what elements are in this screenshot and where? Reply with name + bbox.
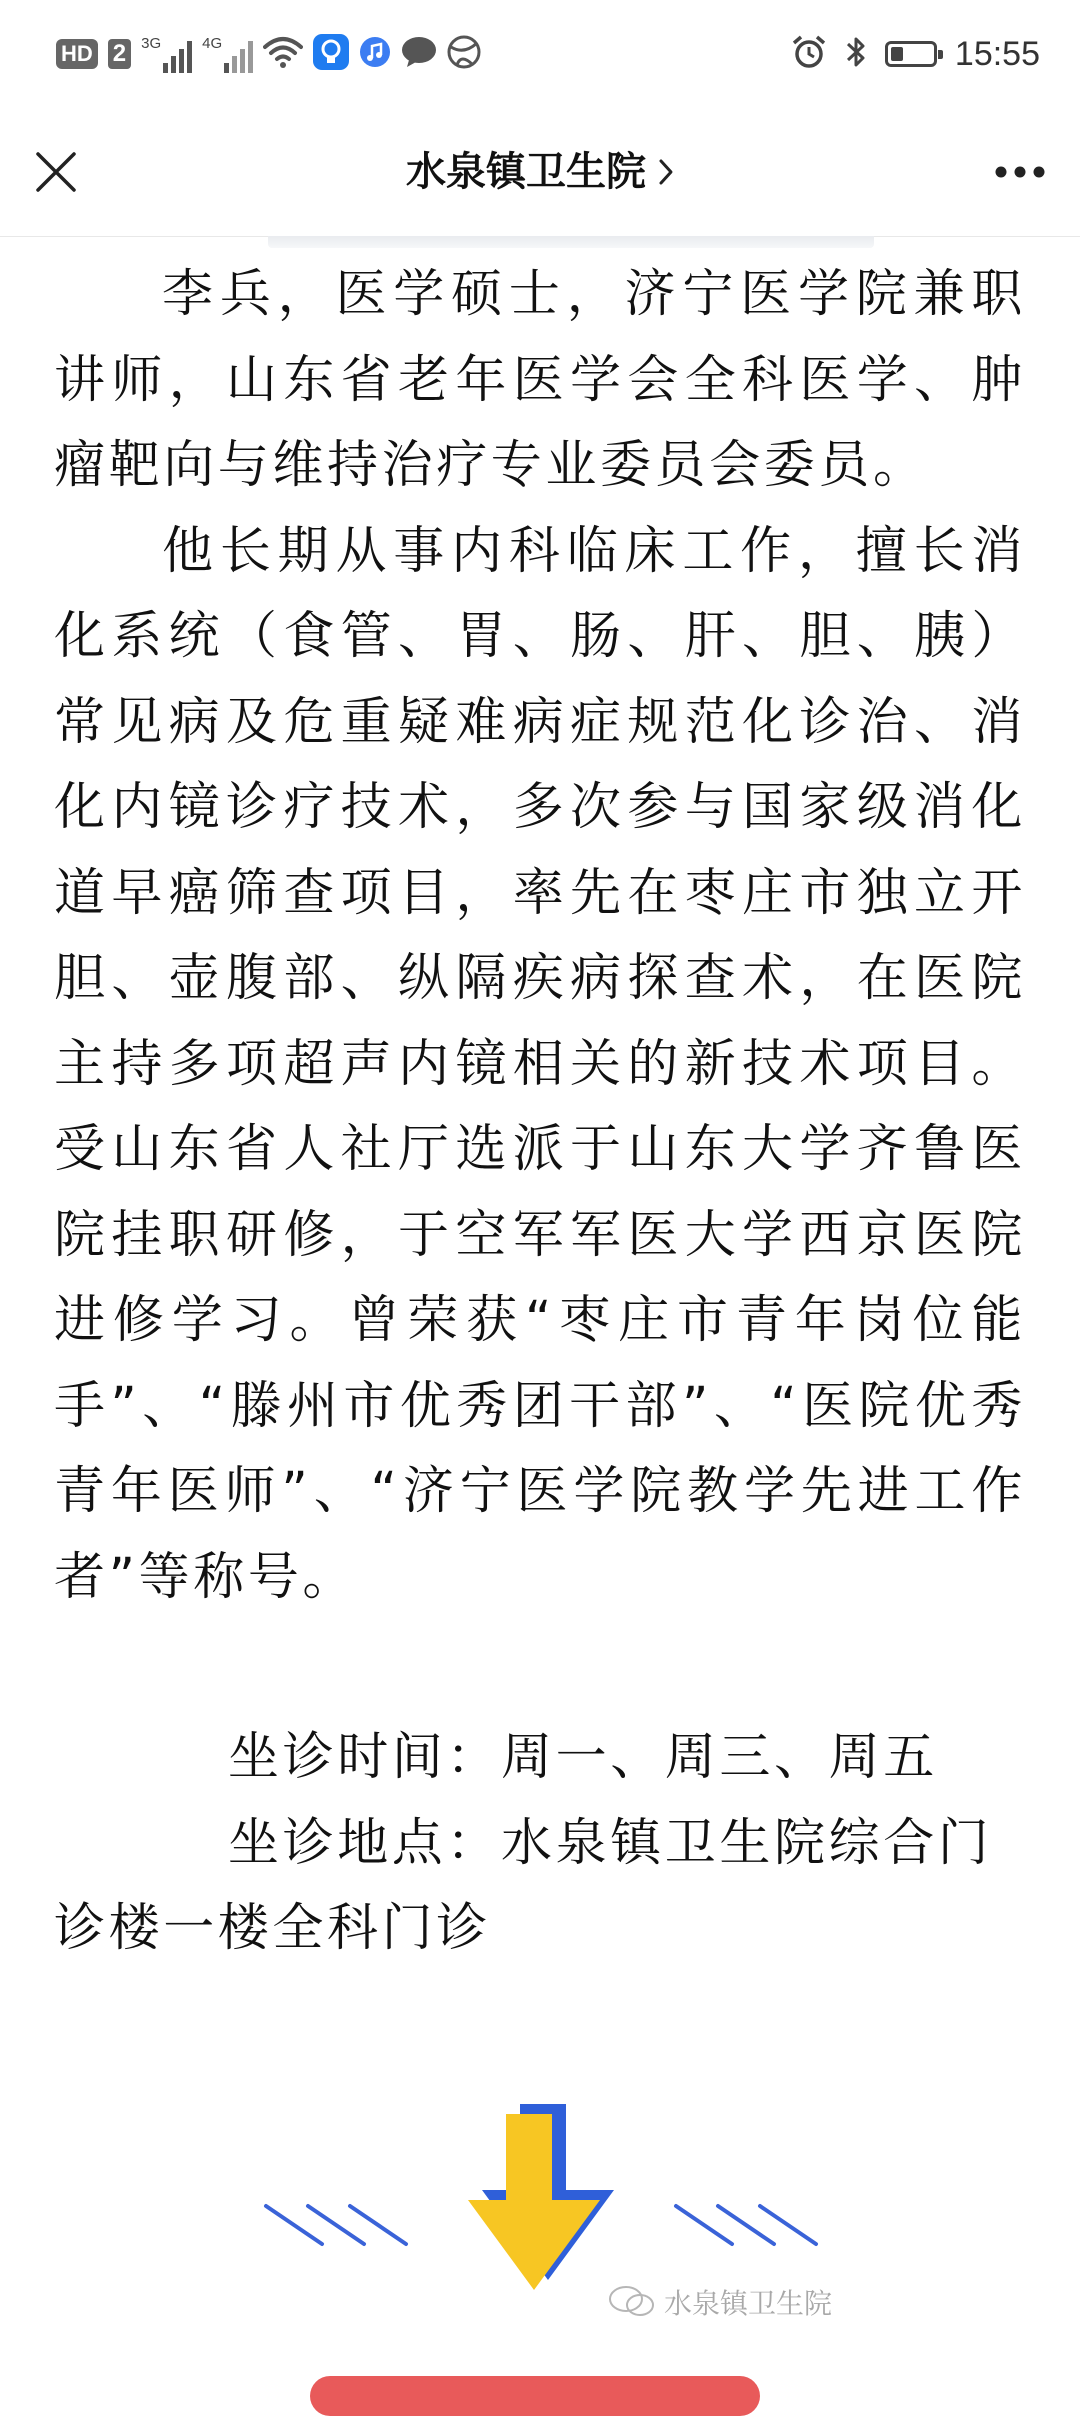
chevron-right-icon xyxy=(658,146,674,202)
more-button[interactable] xyxy=(982,138,1058,206)
page-title: 水泉镇卫生院 xyxy=(406,149,646,195)
account-title-link[interactable] xyxy=(0,144,1080,202)
music-notification-icon xyxy=(359,36,391,72)
nav-bar xyxy=(0,108,1080,237)
signal-4g-icon xyxy=(202,35,253,73)
paragraph-intro: 李兵，医学硕士，济宁医学院兼职讲师，山东省老年医学会全科医学、肿瘤靶向与维持治疗专业委员会委员。 xyxy=(54,265,1026,495)
signal-3g-label: 3G xyxy=(141,35,162,52)
status-bar xyxy=(0,0,1080,108)
status-left-icons xyxy=(56,30,481,78)
status-time: 15:55 xyxy=(954,34,1040,73)
article-image-bottom-edge xyxy=(268,236,874,248)
alarm-icon xyxy=(791,34,827,74)
wifi-icon xyxy=(263,35,303,73)
bulb-notification-icon xyxy=(313,34,349,74)
article-body xyxy=(54,252,1026,1972)
hd-icon: HD xyxy=(56,39,98,69)
bluetooth-icon xyxy=(845,34,867,74)
signal-4g-label: 4G xyxy=(202,35,223,52)
wechat-logo-icon xyxy=(608,2285,656,2319)
bottom-arrow-graphic xyxy=(0,2080,1080,2388)
globe-notification-icon xyxy=(447,35,481,73)
clinic-time: 坐诊时间：周一、周三、周五 xyxy=(228,1728,938,1787)
bottom-action-button[interactable] xyxy=(310,2376,760,2416)
clinic-location: 坐诊地点：水泉镇卫生院综合门诊楼一楼全科门诊 xyxy=(54,1813,993,1958)
sim-number: 2 xyxy=(108,39,131,69)
spacer xyxy=(54,1620,1026,1715)
paragraph-experience: 他长期从事内科临床工作，擅长消化系统（食管、胃、肠、肝、胆、胰）常见病及危重疑难病症规范化诊治、消化内镜诊疗技术，多次参与国家级消化道早癌筛查项目，率先在枣庄市独立开胆、壶腹部、纵隔疾病探查术，在医院主持多项超声内镜相关的新技术项目。受山东省人社厅选派于山东大学齐鲁医院挂职研修，于空军军医大学西京医院进修学习。曾荣获“枣庄市青年岗位能手”、“滕州市优秀团干部”、“医院优秀青年医师”、“济宁医学院教学先进工作者”等称号。 xyxy=(54,521,1026,1607)
status-right-icons xyxy=(791,30,1040,78)
watermark-text: 水泉镇卫生院 xyxy=(664,2287,833,2320)
more-dots-icon xyxy=(994,165,1046,179)
down-arrow-icon xyxy=(0,2080,1080,2388)
watermark xyxy=(608,2282,832,2322)
chat-notification-icon xyxy=(401,36,437,72)
battery-icon xyxy=(885,41,937,67)
signal-3g-icon xyxy=(141,35,192,73)
battery-fill xyxy=(891,47,903,61)
